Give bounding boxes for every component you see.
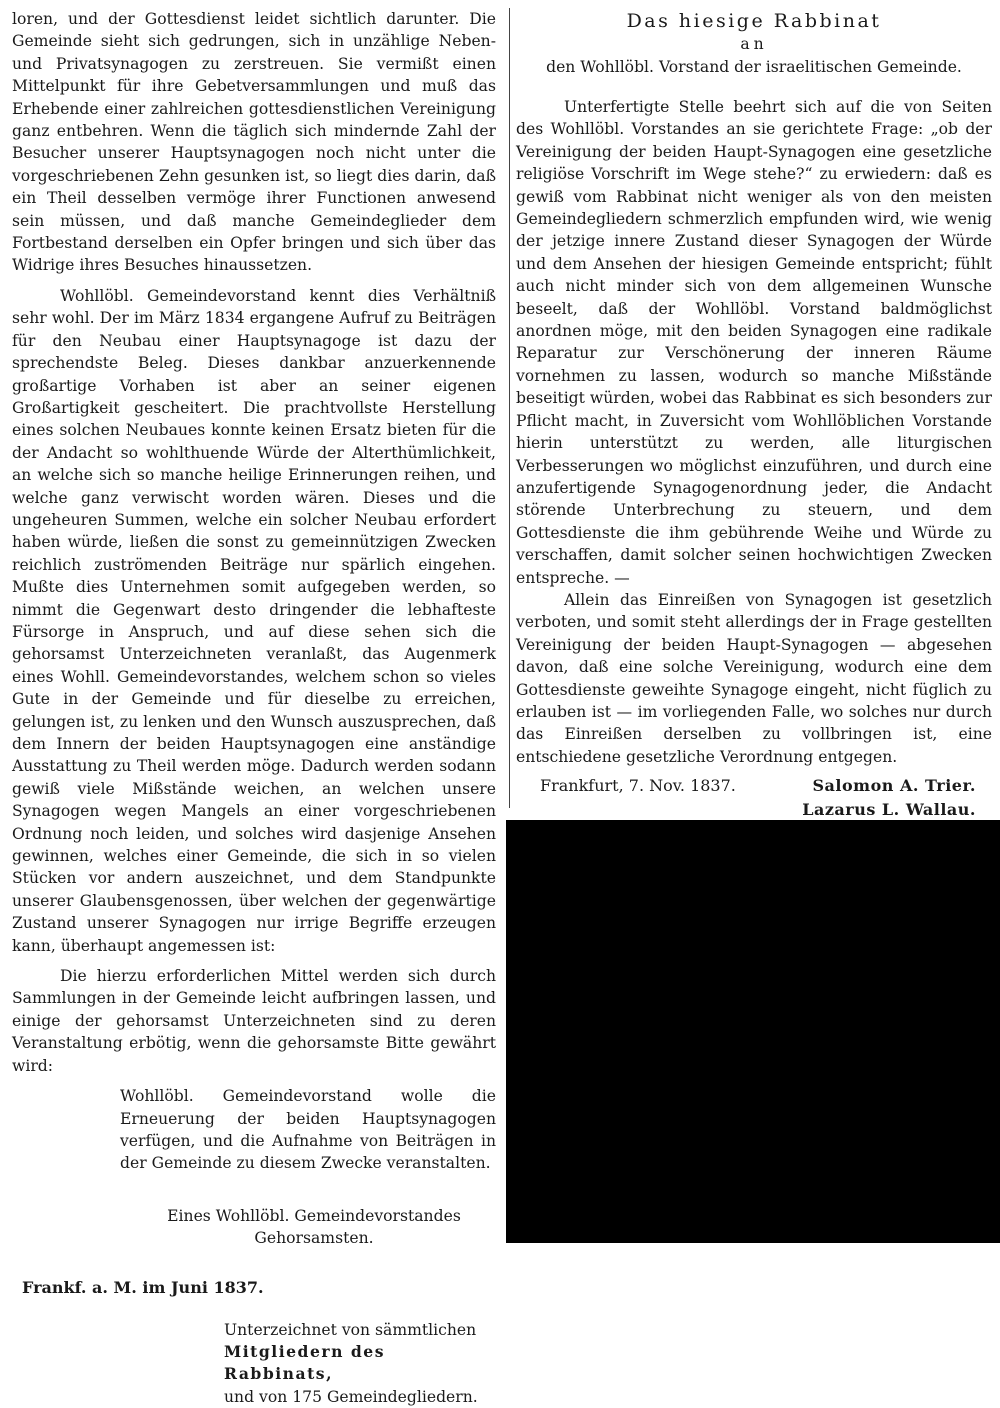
rabbinate-heading: Das hiesige Rabbinat (626, 10, 882, 32)
rabbinate-paragraph-1: Unterfertigte Stelle beehrt sich auf die von Seiten des Wohllöbl. Vorstandes an sie gerichtete Frage: „ob der Vereinigung der beiden Haupt-Synagogen eine gesetzliche religiöse Vorschrift im Wege stehe?“ zu erwiedern: daß es gewiß vom Rabbinat nicht weniger als von den meisten Gemeindegliedern schmerzlich empfunden wird, wie wenig der jetzige innere Zustand dieser Synagogen der Würde und dem Ansehen der hiesigen Gemeinde entspricht; fühlt auch nicht minder sich von dem allgemeinen Wunsche beseelt, daß der Wohllöbl. Vorstand baldmöglichst anordnen möge, mit den beiden Synagogen eine radikale Reparatur zur Verschönerung der inneren Räume vornehmen zu lassen, wodurch so manche Mißstände beseitigt würden, wobei das Rabbinat es sich besonders zur Pflicht macht, in Zuversicht vom Wohllöblichen Vorstande hierin unterstützt zu werden, alle liturgischen Verbesserungen wo möglichst einzuführen, und durch eine anzufertigende Synagogenordnung jeder, die Andacht störende Unterbrechung zu steuern, und dem Gottesdienste die ihm gebührende Weihe und Würde zu verschaffen, damit solcher seinen hochwichtigen Zwecken entspreche. — (516, 98, 992, 587)
redacted-black-area (506, 820, 1000, 1243)
petition-paragraph-2: Wohllöbl. Gemeindevorstand kennt dies Verhältniß sehr wohl. Der im März 1834 ergangene Aufruf zu Beiträgen für den Neubau einer Hauptsynagoge ist dazu der sprechendste Beleg. Dieses dankbar anzuerkennende großartige Vorhaben ist aber an seiner eigenen Großartigkeit gescheitert. Die prachtvollste Herstellung eines solchen Neubaues konnte keinen Ersatz bieten für die der Andacht so wohlthuende Würde der Alterthümlichkeit, an welche sich so manche heilige Erinnerungen reihen, und welche ganz verwischt worden wären. Dieses und die ungeheuren Summen, welche ein solcher Neubau erfordert haben würde, ließen die sonst zu gemeinnützigen Zwecken reichlich zuströmenden Beiträge nur spärlich eingehen. Mußte dies Unternehmen somit aufgegeben werden, so nimmt die Gegenwart desto dringender die lebhafteste Fürsorge in Anspruch, und auf diese sehen sich die gehorsamst Unterzeichneten veranlaßt, das Augenmerk eines Wohll. Gemeindevorstandes, welchem schon so vieles Gute in der Gemeinde und für dieselbe zu erreichen, gelungen ist, zu lenken und den Wunsch auszusprechen, daß dem Innern der beiden Hauptsynagogen eine anständige Ausstattung zu Theil werden möge. Dadurch werden sodann gewiß viele Mißstände weichen, an welchen unsere Synagogen wegen Mangels an einer vorgeschriebenen Ordnung noch leiden, und solches wird dasjenige Ansehen gewinnen, welches einer Gemeinde, die sich in so vielen Stücken vor andern auszeichnet, und dem Standpunkte unserer Glaubensgenossen, über welchen der gegenwärtige Zustand unserer Synagogen nur irrige Begriffe erzeugen kann, überhaupt angemessen ist: (12, 286, 496, 955)
petition-date: Frankf. a. M. im Juni 1837. (22, 1277, 264, 1297)
rabbinate-date: Frankfurt, 7. Nov. 1837. (540, 776, 736, 796)
right-column (516, 8, 992, 895)
rabbinate-heading-an: an (740, 35, 768, 53)
left-column (12, 8, 496, 1408)
rabbinate-paragraph-2: Allein das Einreißen von Synagogen ist gesetzlich verboten, und somit steht allerdings der in Frage gestellten Vereinigung der beiden Haupt-Synagogen — abgesehen davon, daß eine solche Vereinigung, wodurch eine dem Gottesdienste geweihte Synagoge eingeht, nicht füglich zu erlauben ist — im vorliegenden Falle, wo solches nur durch das Einreißen derselben zu vollbringen ist, eine entschiedene gesetzliche Verordnung entgegen. (516, 590, 992, 766)
petition-paragraph-1: loren, und der Gottesdienst leidet sichtlich darunter. Die Gemeinde sieht sich gedrungen, sich in unzählige Neben- und Privatsynagogen zu zerstreuen. Sie vermißt einen Mittelpunkt für ihre Gebetversammlungen und muß das Erhebende einer zahlreichen gottesdienstlichen Vereinigung ganz entbehren. Wenn die täglich sich mindernde Zahl der Besucher unserer Hauptsynagogen noch nicht unter die vorgeschriebenen Zehn gesunken ist, so liegt dies darin, daß ein Theil desselben vermöge ihrer Functionen anwesend sein müssen, und daß manche Gemeindeglieder dem Fortbestand derselben ein Opfer bringen und sich über das Widrige ihres Besuches hinaussetzen. (12, 10, 496, 275)
signatory-name: Salomon A. Trier. (812, 776, 976, 796)
signoff-line-2: Gehorsamsten. (254, 1229, 374, 1248)
petition-paragraph-3: Die hierzu erforderlichen Mittel werden sich durch Sammlungen in der Gemeinde leicht aufbringen lassen, und einige der gehorsamst Unterzeichneten sind zu deren Veranstaltung erbötig, wenn die gehorsamste Bitte gewährt wird: (12, 967, 496, 1075)
rabbinate-addressee: den Wohllöbl. Vorstand der israelitischen Gemeinde. (546, 58, 962, 76)
signature-note (224, 1319, 496, 1408)
note-line-1: Unterzeichnet von sämmtlichen (224, 1320, 477, 1339)
column-divider (509, 8, 510, 808)
note-line-2: Mitgliedern des Rabbinats, (224, 1341, 385, 1384)
note-line-3: und von 175 Gemeindegliedern. (224, 1387, 478, 1406)
signoff-line-1: Eines Wohllöbl. Gemeindevorstandes (167, 1206, 461, 1225)
petition-request: Wohllöbl. Gemeindevorstand wolle die Erneuerung der beiden Hauptsynagogen verfügen, und die Aufnahme von Beiträgen in der Gemeinde zu diesem Zwecke veranstalten. (120, 1087, 496, 1173)
signatory-name: Lazarus L. Wallau. (802, 800, 976, 820)
